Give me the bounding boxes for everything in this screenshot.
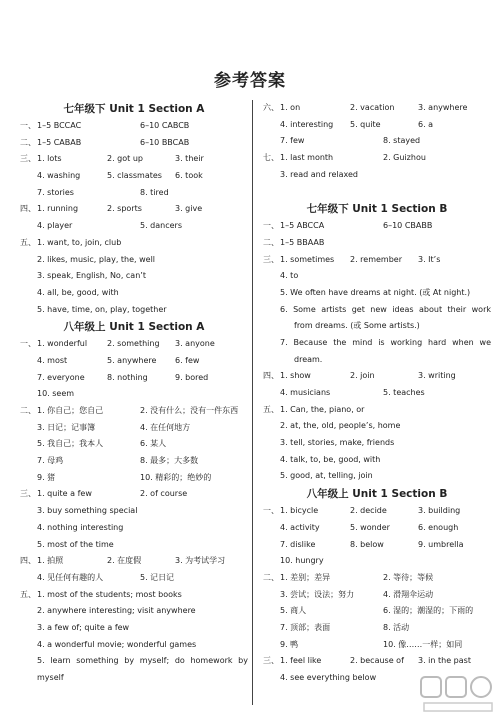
answer-item: 1. lots: [37, 154, 62, 164]
answer-row: [20, 620, 248, 637]
answer-row: [263, 587, 491, 604]
answer-row: [20, 151, 248, 168]
answer-text: 1. most of the students; most books: [37, 589, 182, 599]
right-answer-column: [263, 100, 491, 687]
question-number: 二、: [263, 237, 279, 247]
answer-row: [20, 537, 248, 554]
answer-row: [263, 537, 491, 554]
answer-item: 3. 尝试；设法；努力: [280, 589, 355, 599]
question-number: 五、: [263, 404, 279, 414]
answer-row: [20, 201, 248, 218]
answer-row: [20, 603, 248, 620]
answer-text: 5. We often have dreams at night. (或 At night.): [280, 287, 471, 297]
answer-item: 1. 差别；差异: [280, 572, 331, 582]
answer-text: 3. tell, stories, make, friends: [280, 438, 395, 448]
answer-item: 3. their: [175, 154, 204, 164]
answer-text: 2. anywhere interesting; visit anywhere: [37, 606, 196, 616]
answer-row: [20, 268, 248, 285]
answer-item: 2. something: [107, 339, 160, 349]
answer-row: [263, 285, 491, 302]
answer-row: [263, 318, 491, 335]
answer-item: 1. feel like: [280, 656, 322, 666]
answer-item: 9. 鸭: [280, 639, 299, 649]
answer-item: 1. on: [280, 103, 301, 112]
answer-item: 5. quite: [350, 119, 381, 129]
question-number: 二、: [263, 572, 279, 582]
answer-row: [263, 252, 491, 269]
answer-text: myself: [37, 673, 64, 682]
answer-item: 5. 商人: [280, 606, 307, 616]
answer-item: 1. quite a few: [37, 489, 92, 499]
answer-row: [20, 637, 248, 654]
answer-item: 8. below: [350, 539, 384, 549]
answer-row: [263, 352, 491, 369]
answer-item: 1–5 BBAAB: [280, 237, 325, 247]
answer-row: [263, 150, 491, 167]
answer-row: [20, 653, 248, 670]
question-number: 三、: [263, 656, 279, 666]
answer-item: 8. 活动: [383, 622, 410, 632]
answer-item: 10. seem: [37, 389, 75, 399]
answer-text: 5. good, at, telling, join: [280, 471, 373, 481]
answer-text: dream.: [294, 354, 323, 364]
answer-row: [263, 335, 491, 352]
section-heading: 七年级下 Unit 1 Section B: [306, 203, 448, 216]
question-number: 一、: [263, 221, 279, 231]
answer-row: [263, 418, 491, 435]
answer-text: 5. most of the time: [37, 539, 114, 549]
answer-row: [20, 570, 248, 587]
answer-text: 7. Because the mind is working hard when we: [280, 337, 491, 347]
answer-text: 4. a wonderful movie; wonderful games: [37, 639, 197, 649]
answer-item: 5. 我自己；我本人: [37, 439, 104, 449]
answer-item: 2. because of: [350, 656, 404, 666]
answer-item: 5. classmates: [107, 171, 162, 181]
answer-item: 3. give: [175, 204, 203, 214]
answer-row: [20, 520, 248, 537]
answer-item: 6. a: [418, 119, 434, 129]
question-number: 二、: [20, 406, 36, 415]
answer-item: 6–10 BBCAB: [140, 137, 190, 147]
question-number: 三、: [20, 489, 36, 499]
answer-row: [20, 302, 248, 319]
answer-item: 9. 猪: [37, 472, 56, 482]
answer-text: 3. read and relaxed: [280, 169, 358, 179]
answer-item: 2. sports: [107, 204, 142, 214]
answer-row: [20, 285, 248, 302]
answer-row: [263, 570, 491, 587]
answer-item: 6. 某人: [140, 439, 167, 449]
answer-item: 6–10 CABCB: [140, 121, 190, 130]
answer-row: [263, 368, 491, 385]
answer-row: [263, 235, 491, 252]
answer-item: 2. of course: [140, 489, 188, 499]
answer-item: 1. show: [280, 371, 311, 381]
answer-text: 5. have, time, on, play, together: [37, 304, 167, 314]
answer-row: [263, 520, 491, 537]
answer-row: [263, 603, 491, 620]
answer-item: 1. last month: [280, 153, 334, 163]
answer-item: 2. join: [350, 371, 375, 381]
answer-item: 10. 精彩的；绝妙的: [140, 472, 212, 482]
answer-row: [20, 235, 248, 252]
answer-item: 7. 顶部；表面: [280, 622, 331, 632]
question-number: 四、: [20, 556, 36, 566]
answer-text: 6. Some artists get new ideas about their work: [280, 304, 491, 314]
answer-item: 1. 拍照: [37, 556, 64, 566]
answer-text: 4. all, be, good, with: [37, 287, 119, 297]
answer-row: [20, 503, 248, 520]
answer-row: [20, 353, 248, 370]
answer-row: [263, 100, 491, 117]
answer-row: [20, 670, 248, 687]
answer-row: [20, 118, 248, 135]
answer-item: 9. bored: [175, 372, 209, 382]
answer-item: 4. interesting: [280, 119, 334, 129]
answer-text: 3. speak, English, No, can’t: [37, 271, 146, 281]
answer-text: from dreams. (或 Some artists.): [294, 321, 420, 331]
question-number: 五、: [20, 589, 36, 599]
answer-row: [20, 587, 248, 604]
answer-row: [20, 470, 248, 487]
answer-row: [263, 468, 491, 485]
answer-row: [263, 503, 491, 520]
answer-row: [263, 637, 491, 654]
answer-item: 4. musicians: [280, 388, 331, 397]
answer-item: 1–5 CABAB: [37, 137, 82, 147]
answer-item: 8. tired: [140, 187, 169, 197]
answer-row: [263, 620, 491, 637]
answer-item: 10. hungry: [280, 556, 324, 566]
answer-item: 1. 你自己；您自己: [37, 406, 104, 415]
answer-item: 3. anywhere: [418, 103, 468, 112]
answer-row: [263, 167, 491, 184]
answer-row: [20, 168, 248, 185]
answer-item: 4. to: [280, 271, 299, 281]
question-number: 七、: [263, 153, 279, 163]
answer-text: 4. nothing interesting: [37, 522, 124, 532]
answer-text: 5. learn something by myself; do homework by: [37, 656, 248, 666]
answer-row: [263, 435, 491, 452]
answer-row: [20, 436, 248, 453]
answer-item: 3. 日记；记事簿: [37, 422, 96, 432]
question-number: 二、: [20, 137, 36, 147]
question-number: 六、: [263, 103, 279, 112]
answer-item: 1. running: [37, 204, 79, 214]
answer-item: 6. took: [175, 171, 203, 181]
answer-row: [263, 302, 491, 319]
answer-item: 2. 没有什么；没有一件东西: [140, 406, 239, 415]
answer-row: [20, 185, 248, 202]
answer-item: 4. 滑翔伞运动: [383, 589, 434, 599]
answer-item: 5. anywhere: [107, 355, 157, 365]
answer-item: 6. 湿的；潮湿的；下雨的: [383, 606, 474, 616]
answer-row: [20, 252, 248, 269]
answer-item: 3. in the past: [418, 656, 471, 666]
question-number: 一、: [20, 121, 36, 130]
answer-item: 1. wonderful: [37, 339, 88, 349]
answer-item: 7. few: [280, 136, 305, 146]
answer-item: 7. 母鸡: [37, 456, 64, 466]
answer-item: 7. dislike: [280, 539, 316, 549]
answer-text: 3. a few of; quite a few: [37, 622, 130, 632]
answer-row: [263, 452, 491, 469]
answer-item: 4. 在任何地方: [140, 422, 191, 432]
answer-text: 2. at, the, old, people’s, home: [280, 421, 401, 431]
answer-item: 4. player: [37, 221, 73, 231]
page-title: 参考答案: [214, 71, 286, 91]
question-number: 五、: [20, 237, 36, 247]
answer-row: [263, 653, 491, 670]
section-heading: 八年级上 Unit 1 Section B: [306, 488, 448, 501]
answer-item: 2. Guizhou: [383, 153, 426, 163]
answer-item: 5. wonder: [350, 522, 390, 532]
answer-item: 8. nothing: [107, 372, 148, 382]
answer-item: 1. bicycle: [280, 506, 319, 516]
answer-item: 2. 在度假: [107, 556, 142, 566]
answer-item: 4. activity: [280, 522, 320, 532]
answer-row: [263, 218, 491, 235]
answer-text: 2. likes, music, play, the, well: [37, 254, 156, 264]
answer-item: 7. everyone: [37, 372, 85, 382]
answer-row: [20, 135, 248, 152]
answer-text: 4. talk, to, be, good, with: [280, 454, 381, 464]
watermark-logo: [420, 675, 496, 715]
answer-row: [263, 268, 491, 285]
answer-item: 3. building: [418, 506, 461, 516]
answer-item: 2. remember: [350, 254, 403, 264]
answer-row: [20, 336, 248, 353]
answer-row: [20, 420, 248, 437]
answer-item: 2. 等待；等候: [383, 572, 434, 582]
question-number: 四、: [20, 204, 36, 214]
answer-row: [263, 385, 491, 402]
answer-item: 3. It’s: [418, 254, 441, 264]
answer-item: 8. stayed: [383, 136, 421, 146]
answer-item: 3. 为考试学习: [175, 556, 226, 566]
answer-text: 1. Can, the, piano, or: [280, 404, 365, 414]
answer-row: [263, 402, 491, 419]
answer-item: 4. 见任何有趣的人: [37, 572, 104, 582]
answer-text: 1. want, to, join, club: [37, 237, 122, 247]
answer-row: [263, 117, 491, 134]
answer-row: [263, 133, 491, 150]
answer-item: 2. got up: [107, 154, 143, 164]
left-answer-column: [20, 100, 248, 687]
answer-item: 3. writing: [418, 371, 456, 381]
answer-item: 1–5 BCCAC: [37, 121, 82, 130]
answer-item: 1. sometimes: [280, 254, 335, 264]
answer-item: 10. 像……一样；如同: [383, 639, 463, 649]
answer-row: [20, 486, 248, 503]
answer-row: [20, 453, 248, 470]
answer-row: [263, 553, 491, 570]
answer-item: 4. washing: [37, 171, 81, 181]
answer-item: 5. dancers: [140, 221, 183, 231]
answer-row: [20, 218, 248, 235]
answer-row: [20, 403, 248, 420]
question-number: 一、: [20, 339, 36, 349]
answer-item: 5. teaches: [383, 388, 425, 397]
question-number: 三、: [263, 254, 279, 264]
answer-item: 5. 记日记: [140, 572, 175, 582]
answer-text: 3. buy something special: [37, 506, 138, 516]
section-heading: 七年级下 Unit 1 Section A: [63, 103, 205, 115]
answer-item: 6–10 CBABB: [383, 221, 433, 231]
spacer: [263, 183, 491, 200]
answer-row: [20, 370, 248, 387]
column-divider: [252, 100, 253, 705]
answer-item: 7. stories: [37, 187, 74, 197]
question-number: 四、: [263, 371, 279, 381]
answer-item: 3. anyone: [175, 339, 215, 349]
answer-item: 9. umbrella: [418, 539, 464, 549]
answer-row: [20, 386, 248, 403]
section-heading: 八年级上 Unit 1 Section A: [63, 321, 205, 334]
answer-item: 4. most: [37, 355, 68, 365]
answer-item: 2. vacation: [350, 103, 395, 112]
answer-text: 4. see everything below: [280, 673, 377, 682]
answer-item: 6. few: [175, 355, 200, 365]
question-number: 三、: [20, 154, 36, 164]
answer-row: [20, 553, 248, 570]
answer-item: 2. decide: [350, 506, 387, 516]
answer-item: 1–5 ABCCA: [280, 221, 325, 231]
answer-item: 8. 最多；大多数: [140, 456, 199, 466]
answer-item: 6. enough: [418, 522, 459, 532]
question-number: 一、: [263, 506, 279, 516]
